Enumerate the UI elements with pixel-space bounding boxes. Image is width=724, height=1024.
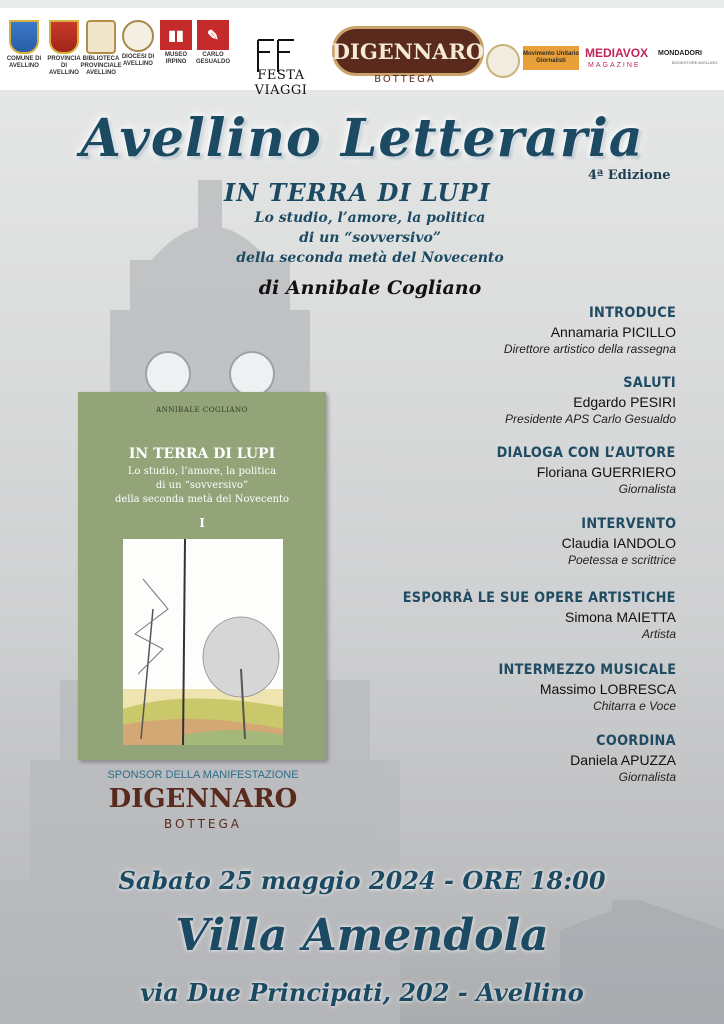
- program-name: Simona MAIETTA: [565, 609, 676, 625]
- program-name: Edgardo PESIRI: [573, 394, 676, 410]
- comune-logo: [4, 20, 44, 70]
- program-desc: Giornalista: [618, 770, 676, 784]
- sponsor-logo-strip: [0, 8, 724, 98]
- carlo-gesualdo-icon: ✎: [197, 20, 229, 50]
- biblioteca-logo: [82, 20, 120, 77]
- book-subtitle-line-3: della seconda metà del Novecento: [236, 250, 504, 266]
- program-name: Annamaria PICILLO: [550, 324, 676, 340]
- program-item: [570, 733, 676, 784]
- round-emblem-icon: [486, 44, 520, 78]
- mondadori-logo: MONDADORI: [658, 50, 702, 57]
- comune-crest-icon: [9, 20, 39, 54]
- program-desc: Chitarra e Voce: [593, 699, 676, 713]
- biblioteca-label: BIBLIOTECA PROVINCIALE AVELLINO: [80, 56, 122, 76]
- book-cover-volume: I: [199, 516, 205, 530]
- program-role: DIALOGA CON L’AUTORE: [497, 445, 676, 461]
- provincia-crest-icon: [49, 20, 79, 54]
- book-cover-illustration: [123, 539, 283, 745]
- sponsor-label: SPONSOR DELLA MANIFESTAZIONE: [107, 769, 299, 781]
- event-venue: Villa Amendola: [175, 910, 549, 961]
- event-date: Sabato 25 maggio 2024 - ORE 18:00: [118, 866, 606, 895]
- program-item: [504, 305, 676, 356]
- digennaro-bottega-label: BOTTEGA: [374, 74, 436, 85]
- book-cover: [78, 392, 326, 760]
- diocesi-seal-icon: [122, 20, 154, 52]
- program-role: COORDINA: [596, 733, 676, 749]
- carlo-gesualdo-label: CARLO GESUALDO: [195, 52, 230, 65]
- digennaro-logo: DIGENNARO: [332, 26, 484, 76]
- program-desc: Presidente APS Carlo Gesualdo: [505, 412, 676, 426]
- festa-viaggi-label: FESTA VIAGGI: [254, 68, 308, 98]
- program-item: [562, 516, 676, 567]
- program-desc: Direttore artistico della rassegna: [503, 342, 676, 356]
- diocesi-label: DIOCESI DI AVELLINO: [121, 54, 155, 67]
- program-desc: Giornalista: [618, 482, 676, 496]
- program-desc: Artista: [641, 627, 676, 641]
- movimento-giornalisti-logo: Movimento Unitario Giornalisti: [523, 46, 579, 70]
- museo-label: MUSEO IRPINO: [164, 52, 187, 65]
- book-cover-subtitle-3: della seconda metà del Novecento: [114, 494, 290, 505]
- program-name: Daniela APUZZA: [570, 752, 676, 768]
- program-role: INTRODUCE: [588, 305, 676, 321]
- program-item: [379, 590, 676, 641]
- book-cover-title: IN TERRA DI LUPI: [128, 446, 276, 462]
- program-name: Massimo LOBRESCA: [539, 681, 676, 697]
- museo-icon: ▮▮: [160, 20, 192, 50]
- program-item: [505, 375, 676, 426]
- edition-label: 4ª Edizione: [588, 168, 671, 183]
- provincia-logo: [46, 20, 82, 77]
- program-name: Claudia IANDOLO: [561, 535, 676, 551]
- book-subtitle-line-2: di un “sovversivo”: [299, 230, 441, 246]
- program-item: [481, 445, 676, 496]
- carlo-gesualdo-logo: [194, 20, 232, 66]
- book-cover-subtitle-2: di un “sovversivo”: [155, 480, 249, 491]
- museo-logo: [158, 20, 194, 66]
- event-address: via Due Principati, 202 - Avellino: [140, 978, 584, 1007]
- program-role: SALUTI: [623, 375, 676, 391]
- program-role: INTERMEZZO MUSICALE: [498, 662, 676, 678]
- program-item: [483, 662, 676, 713]
- author-line: di Annibale Cogliano: [258, 277, 482, 299]
- diocesi-logo: [120, 20, 156, 68]
- sponsor-logo-sub: BOTTEGA: [163, 817, 242, 831]
- program-role: ESPORRÀ LE SUE OPERE ARTISTICHE: [403, 590, 676, 606]
- provincia-label: PROVINCIA DI AVELLINO: [47, 56, 81, 76]
- trees-drawing: [123, 539, 283, 745]
- book-cover-subtitle-1: Lo studio, l’amore, la politica: [127, 466, 277, 477]
- sponsor-logo: DIGENNARO: [108, 784, 298, 814]
- event-title: Avellino Letteraria: [80, 108, 644, 169]
- comune-label: COMUNE DI AVELLINO: [6, 56, 42, 69]
- book-subtitle-line-1: Lo studio, l’amore, la politica: [254, 210, 486, 226]
- program-role: INTERVENTO: [580, 516, 676, 532]
- book-title-heading: IN TERRA DI LUPI: [224, 178, 491, 207]
- mondadori-sub-label: BOOKSTORE AVELLINO: [672, 60, 718, 65]
- book-cover-author: ANNIBALE COGLIANO: [156, 406, 248, 414]
- program-desc: Poetessa e scrittrice: [567, 553, 676, 567]
- mediavox-logo: MEDIAVOX: [585, 46, 649, 60]
- mediavox-sub-label: MAGAZINE: [588, 62, 641, 69]
- biblioteca-crest-icon: [86, 20, 116, 54]
- program-name: Floriana GUERRIERO: [536, 464, 676, 480]
